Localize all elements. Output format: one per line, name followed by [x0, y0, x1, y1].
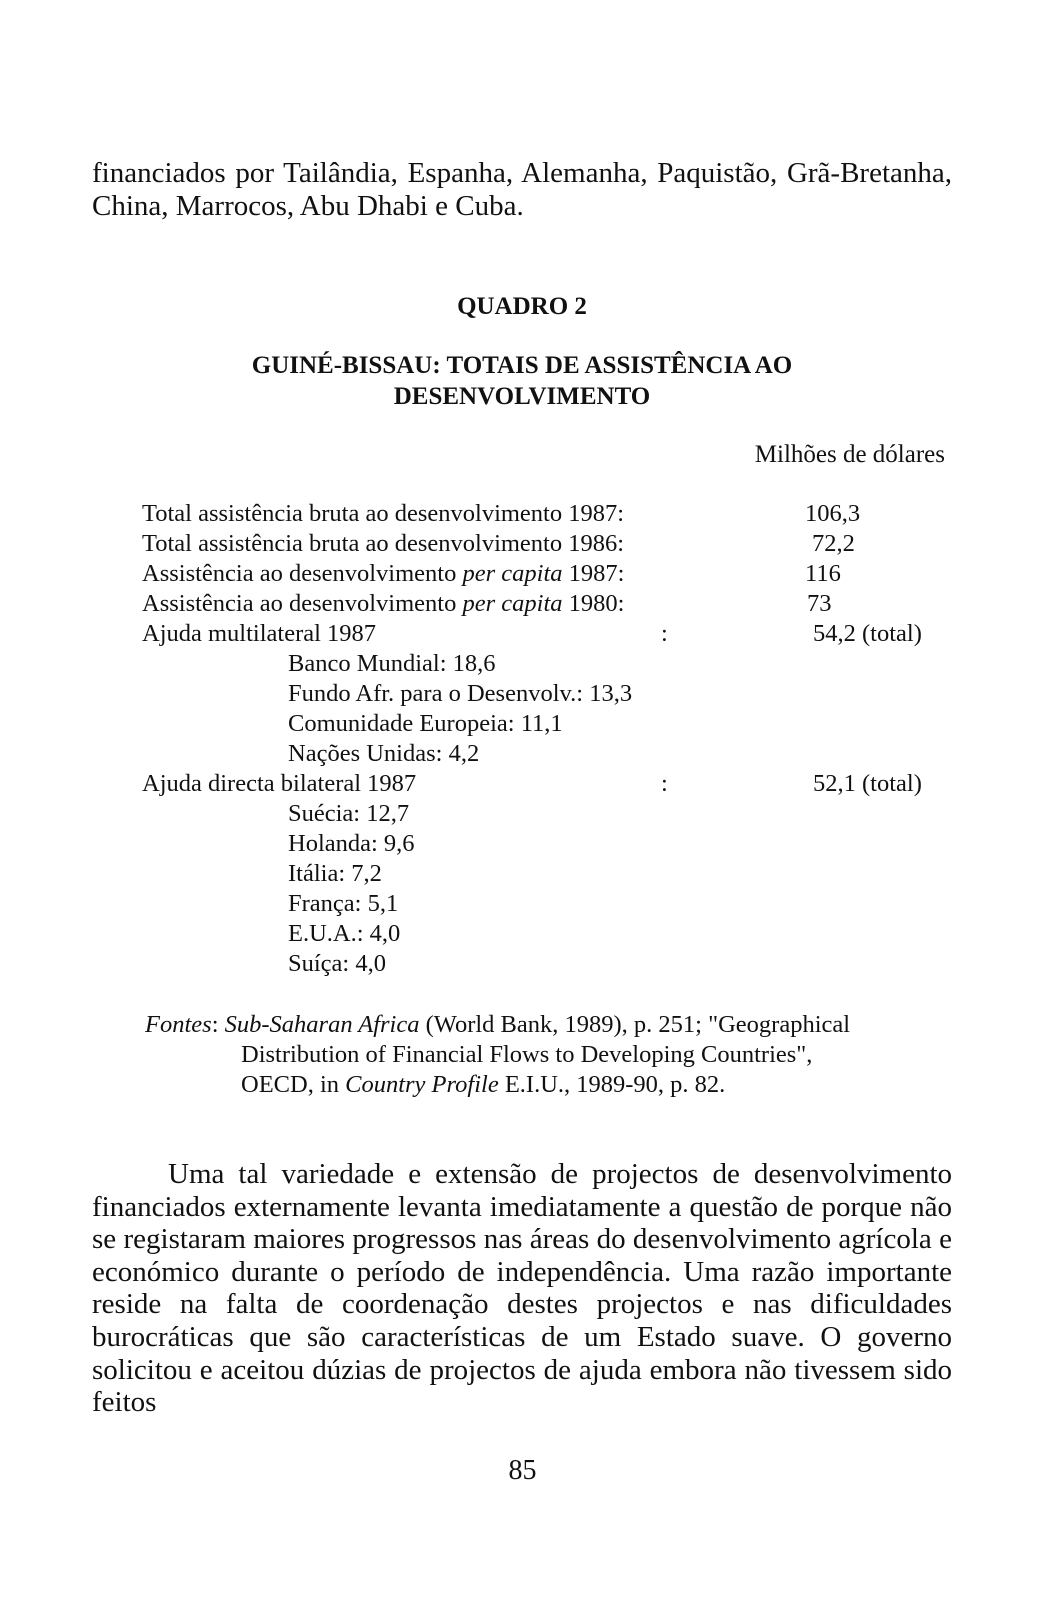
- source-text: OECD, in: [241, 1071, 346, 1098]
- table-row-label: Total assistência bruta ao desenvolvimento 1987:: [142, 500, 625, 527]
- bilateral-label: Ajuda directa bilateral 1987: [142, 770, 417, 797]
- source-text: (World Bank, 1989), p. 251; "Geographical: [419, 1011, 851, 1038]
- label-text: Assistência ao desenvolvimento: [142, 590, 463, 617]
- label-text: 1987:: [562, 560, 625, 587]
- table-row-value: 72,2: [812, 530, 855, 557]
- table-title-line1: GUINÉ-BISSAU: TOTAIS DE ASSISTÊNCIA AO: [251, 352, 793, 379]
- page-number: 85: [508, 1455, 537, 1486]
- sources-label: Fontes: [145, 1011, 212, 1038]
- table-row-label: [142, 590, 624, 618]
- multilateral-item: Nações Unidas: 4,2: [288, 740, 480, 767]
- bilateral-item: E.U.A.: 4,0: [288, 920, 401, 947]
- table-label: QUADRO 2: [457, 293, 587, 320]
- source-text: Distribution of Financial Flows to Developing Countries",: [241, 1041, 813, 1068]
- bilateral-item: Suécia: 12,7: [288, 800, 410, 827]
- source-title: Country Profile: [345, 1071, 499, 1098]
- multilateral-item: Fundo Afr. para o Desenvolv.: 13,3: [288, 680, 633, 707]
- intro-paragraph: financiados por Tailândia, Espanha, Alemanha, Paquistão, Grã-Bretanha, China, Marrocos, Abu Dhabi e Cuba.: [92, 157, 952, 222]
- bilateral-colon: :: [661, 770, 668, 797]
- multilateral-item: Banco Mundial: 18,6: [288, 650, 496, 677]
- units-label: Milhões de dólares: [754, 441, 945, 468]
- source-title: Sub-Saharan Africa: [224, 1011, 420, 1038]
- bilateral-item: Suíça: 4,0: [288, 950, 386, 977]
- bilateral-item: França: 5,1: [288, 890, 399, 917]
- label-italic: per capita: [462, 560, 563, 587]
- table-row-label: Total assistência bruta ao desenvolvimento 1986:: [142, 530, 625, 557]
- table-title: [92, 350, 952, 412]
- multilateral-colon: :: [661, 620, 668, 647]
- label-text: Assistência ao desenvolvimento: [142, 560, 463, 587]
- table-row-value: 73: [807, 590, 832, 617]
- source-text: E.I.U., 1989-90, p. 82.: [498, 1071, 726, 1098]
- table-row-value: 116: [805, 560, 841, 587]
- label-italic: per capita: [462, 590, 563, 617]
- bilateral-item: Itália: 7,2: [288, 860, 382, 887]
- multilateral-value: 54,2 (total): [813, 620, 922, 647]
- multilateral-item: Comunidade Europeia: 11,1: [288, 710, 563, 737]
- table-title-line2: DESENVOLVIMENTO: [393, 383, 651, 410]
- source-line: [145, 1070, 950, 1100]
- table-row-value: 106,3: [805, 500, 861, 527]
- bilateral-value: 52,1 (total): [813, 770, 922, 797]
- bilateral-item: Holanda: 9,6: [288, 830, 415, 857]
- multilateral-label: Ajuda multilateral 1987: [142, 620, 377, 647]
- sources-note: Fontes: Sub-Saharan Africa (World Bank, 1989), p. 251; "Geographical Distribution of Financial Flows to Developing Countries", OECD, in Country Profile E.I.U., 1989-90, p. 82.: [145, 1010, 950, 1100]
- label-text: 1980:: [562, 590, 625, 617]
- table-row-label: [142, 560, 624, 588]
- body-paragraph: Uma tal variedade e extensão de projectos de desenvolvimento financiados externamente levanta imediatamente a questão de porque não se registaram maiores progressos nas áreas do desenvolvimento agrícola e económico durante o período de independência. Uma razão importante reside na falta de coordenação destes projectos e nas dificuldades burocráticas que são características de um Estado suave. O governo solicitou e aceitou dúzias de projectos de ajuda embora não tivessem sido feitos: [92, 1158, 952, 1419]
